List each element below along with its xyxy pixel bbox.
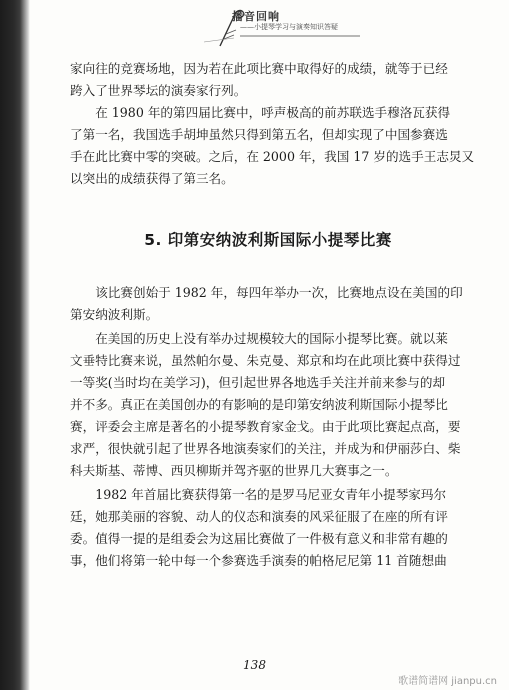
running-header-title: 播音回响: [232, 10, 280, 23]
text-line: 了第一名，我国选手胡坤虽然只得到第五名，但却实现了中国参赛选: [70, 127, 448, 142]
text-line: 跨入了世界琴坛的演奏家行列。: [70, 83, 247, 98]
text-line: 科夫斯基、蒂博、西贝柳斯并驾齐驱的世界几大赛事之一。: [70, 463, 398, 478]
text-line: 并不多。真正在美国创办的有影响的是印第安纳波利斯国际小提琴比: [70, 397, 448, 412]
text-line: 家向往的竞赛场地，因为若在此项比赛中取得好的成绩，就等于已经: [70, 61, 448, 76]
site-watermark: 歌谱简谱网 jianpu.cn: [398, 676, 497, 687]
section-heading: 5. 印第安纳波利斯国际小提琴比赛: [144, 231, 392, 249]
text-line: 以突出的成绩获得了第三名。: [70, 171, 234, 186]
text-line: 廷，她那美丽的容貌、动人的仪态和演奏的风采征服了在座的所有评: [70, 509, 448, 524]
text-line: 在美国的历史上没有举办过规模较大的国际小提琴比赛。就以莱: [95, 331, 448, 346]
text-line: 委。值得一提的是组委会为这届比赛做了一件极有意义和非常有趣的: [70, 531, 448, 546]
running-header-subtitle: ——小提琴学习与演奏知识答疑: [240, 23, 338, 31]
page-body: [70, 58, 475, 572]
text-line: 1982 年首届比赛获得第一名的是罗马尼亚女青年小提琴家玛尔: [95, 487, 447, 502]
text-line: 事，他们将第一轮中每一个参赛选手演奏的帕格尼尼第 11 首随想曲: [70, 553, 447, 568]
paragraphs-bottom: [70, 282, 466, 572]
page-binding-shadow: [0, 0, 30, 690]
text-line: 在 1980 年的第四届比赛中，呼声极高的前苏联选手穆洛瓦获得: [95, 105, 451, 120]
paragraphs-top: [70, 58, 475, 190]
text-line: 求严，很快就引起了世界各地演奏家们的关注，并成为和伊丽莎白、柴: [70, 441, 461, 456]
text-line: 一等奖(当时均在美学习)，但引起世界各地选手关注并前来参与的却: [70, 375, 446, 390]
text-line: 手在此比赛中零的突破。之后，在 2000 年，我国 17 岁的选手王志炅又: [70, 149, 475, 164]
text-line: 该比赛创始于 1982 年，每四年举办一次，比赛地点设在美国的印: [95, 285, 463, 300]
text-line: 赛，评委会主席是著名的小提琴教育家金戈。由于此项比赛起点高，要: [70, 419, 461, 434]
page-number: 138: [243, 658, 266, 672]
text-line: 第安纳波利斯。: [70, 307, 159, 322]
text-line: 文垂特比赛来说，虽然帕尔曼、朱克曼、郑京和均在此项比赛中获得过: [70, 353, 461, 368]
